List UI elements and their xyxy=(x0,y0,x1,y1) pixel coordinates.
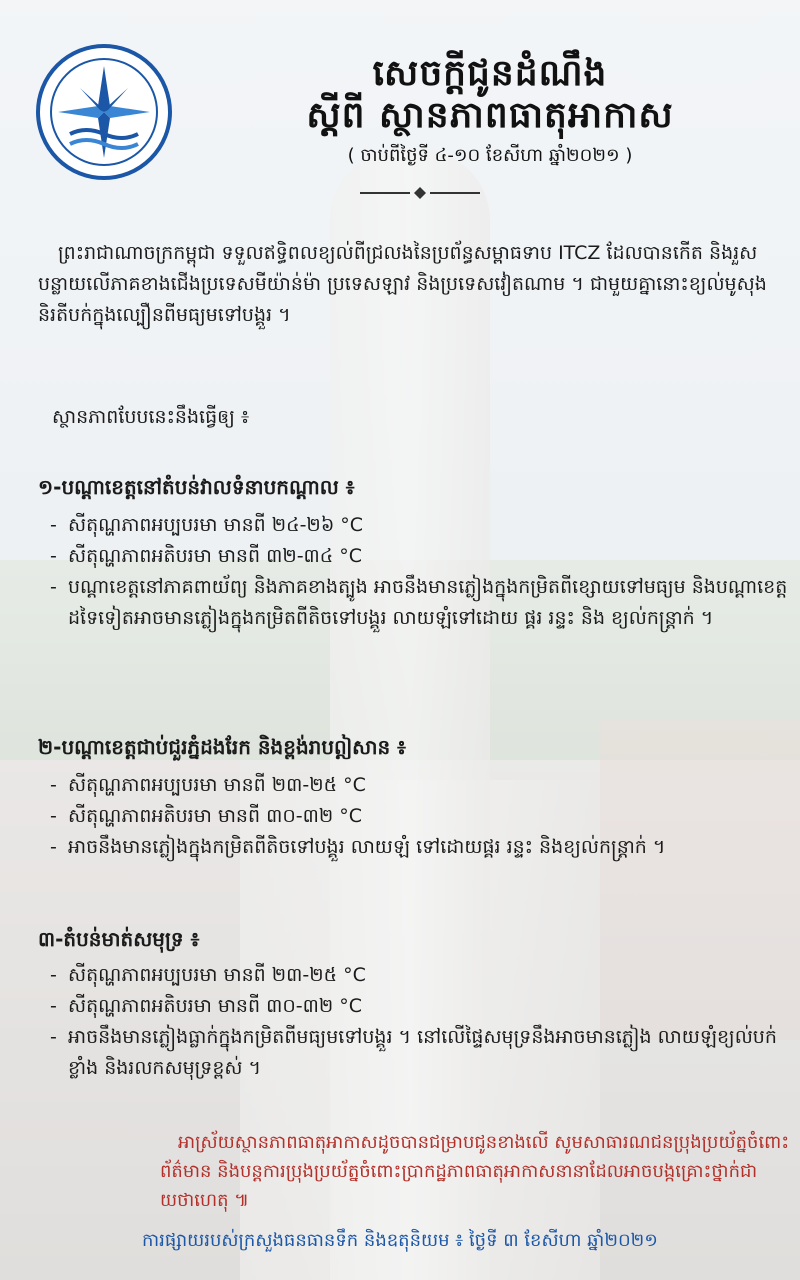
list-item: - សីតុណ្ហភាពអតិបរមា មានពី ៣២-៣៤ °C xyxy=(48,541,788,572)
section-list-highlands xyxy=(48,770,788,863)
compass-star-icon xyxy=(40,48,168,176)
warning-note: អាស្រ័យស្ថានភាពធាតុអាកាសដូចបានជម្រាបជូនខាងលើ សូមសាធារណជនប្រុងប្រយ័ត្នចំពោះព័ត៌មាន និងបន្តការប្រុងប្រយ័ត្នចំពោះប្រាកដ្ឋភាពធាតុអាកាសនានាដែលអាចបង្កគ្រោះថ្នាក់ជាយថាហេតុ ៕ xyxy=(160,1132,790,1211)
intro-paragraph: ព្រះរាជាណាចក្រកម្ពុជា ទទួលឥទ្ធិពលខ្យល់ពីជ្រលងនៃប្រព័ន្ធសម្ពាធទាប ITCZ ដែលបានកើត និងរួសបន្លាយលើភាគខាងជើងប្រទេសមីយ៉ាន់ម៉ា ប្រទេសឡាវ និងប្រទេសវៀតណាម ។ ជាមួយគ្នានោះខ្យល់មូសុងនិរតីបក់ក្នុងល្បឿនពីមធ្យមទៅបង្គួរ ។ xyxy=(38,242,767,326)
page-subtitle: ស្តីពី ស្ថានភាពធាតុអាកាស xyxy=(306,95,674,136)
ornament-divider-icon xyxy=(360,186,480,200)
list-item: - សីតុណ្ហភាពអតិបរមា មានពី ៣០-៣២ °C xyxy=(48,801,788,832)
section-list-central-plains xyxy=(48,510,788,634)
date-range: ( ចាប់ពីថ្ងៃទី ៤-១០ ខែសីហា ឆ្នាំ២០២១ ) xyxy=(347,145,633,166)
list-item: - សីតុណ្ហភាពអប្បបរមា មានពី ២៤-២៦ °C xyxy=(48,510,788,541)
ministry-logo-icon xyxy=(36,44,172,180)
list-item: - អាចនឹងមានភ្លៀងក្នុងកម្រិតពីតិចទៅបង្គួរ លាយឡំ ទៅដោយផ្គរ រន្ទះ និងខ្យល់កន្ត្រាក់ ។ xyxy=(48,832,788,863)
section-list-coastal xyxy=(48,960,788,1084)
list-item: - សីតុណ្ហភាពអប្បបរមា មានពី ២៣-២៥ °C xyxy=(48,960,788,991)
lead-text: ស្ថានភាពបែបនេះនឹងធ្វើឲ្យ ៖ xyxy=(52,406,250,428)
list-item: - បណ្តាខេត្តនៅភាគពាយ័ព្យ និងភាគខាងត្បូង អាចនឹងមានភ្លៀងក្នុងកម្រិតពីខ្សោយទៅមធ្យម និងបណ្តាខេត្តដទៃទៀតអាចមានភ្លៀងក្នុងកម្រិតពីតិចទៅបង្គួរ លាយឡំទៅដោយ ផ្គរ រន្ទះ និង ខ្យល់កន្ត្រាក់ ។ xyxy=(48,572,788,634)
footer-credit: ការផ្សាយរបស់ក្រសួងធនធានទឹក និងឧតុនិយម ៖ ថ្ងៃទី ៣ ខែសីហា ឆ្នាំ២០២១ xyxy=(142,1230,658,1251)
section-heading-central-plains: ១-បណ្តាខេត្តនៅតំបន់វាលទំនាបកណ្តាល ៖ xyxy=(38,475,355,499)
list-item: - សីតុណ្ហភាពអតិបរមា មានពី ៣០-៣២ °C xyxy=(48,991,788,1022)
section-heading-highlands: ២-បណ្តាខេត្តជាប់ជួរភ្នំដងរែក និងខ្ពង់រាបឦសាន ៖ xyxy=(38,735,406,759)
section-heading-coastal: ៣-តំបន់មាត់សមុទ្រ ៖ xyxy=(38,927,200,951)
list-item: - សីតុណ្ហភាពអប្បបរមា មានពី ២៣-២៥ °C xyxy=(48,770,788,801)
list-item: - អាចនឹងមានភ្លៀងធ្លាក់ក្នុងកម្រិតពីមធ្យមទៅបង្គួរ ។ នៅលើផ្ទៃសមុទ្រនឹងអាចមានភ្លៀង លាយឡំខ្យល់បក់ខ្លាំង និងរលកសមុទ្រខ្ពស់ ។ xyxy=(48,1022,788,1084)
page-title: សេចក្តីជូនដំណឹង xyxy=(372,53,608,94)
